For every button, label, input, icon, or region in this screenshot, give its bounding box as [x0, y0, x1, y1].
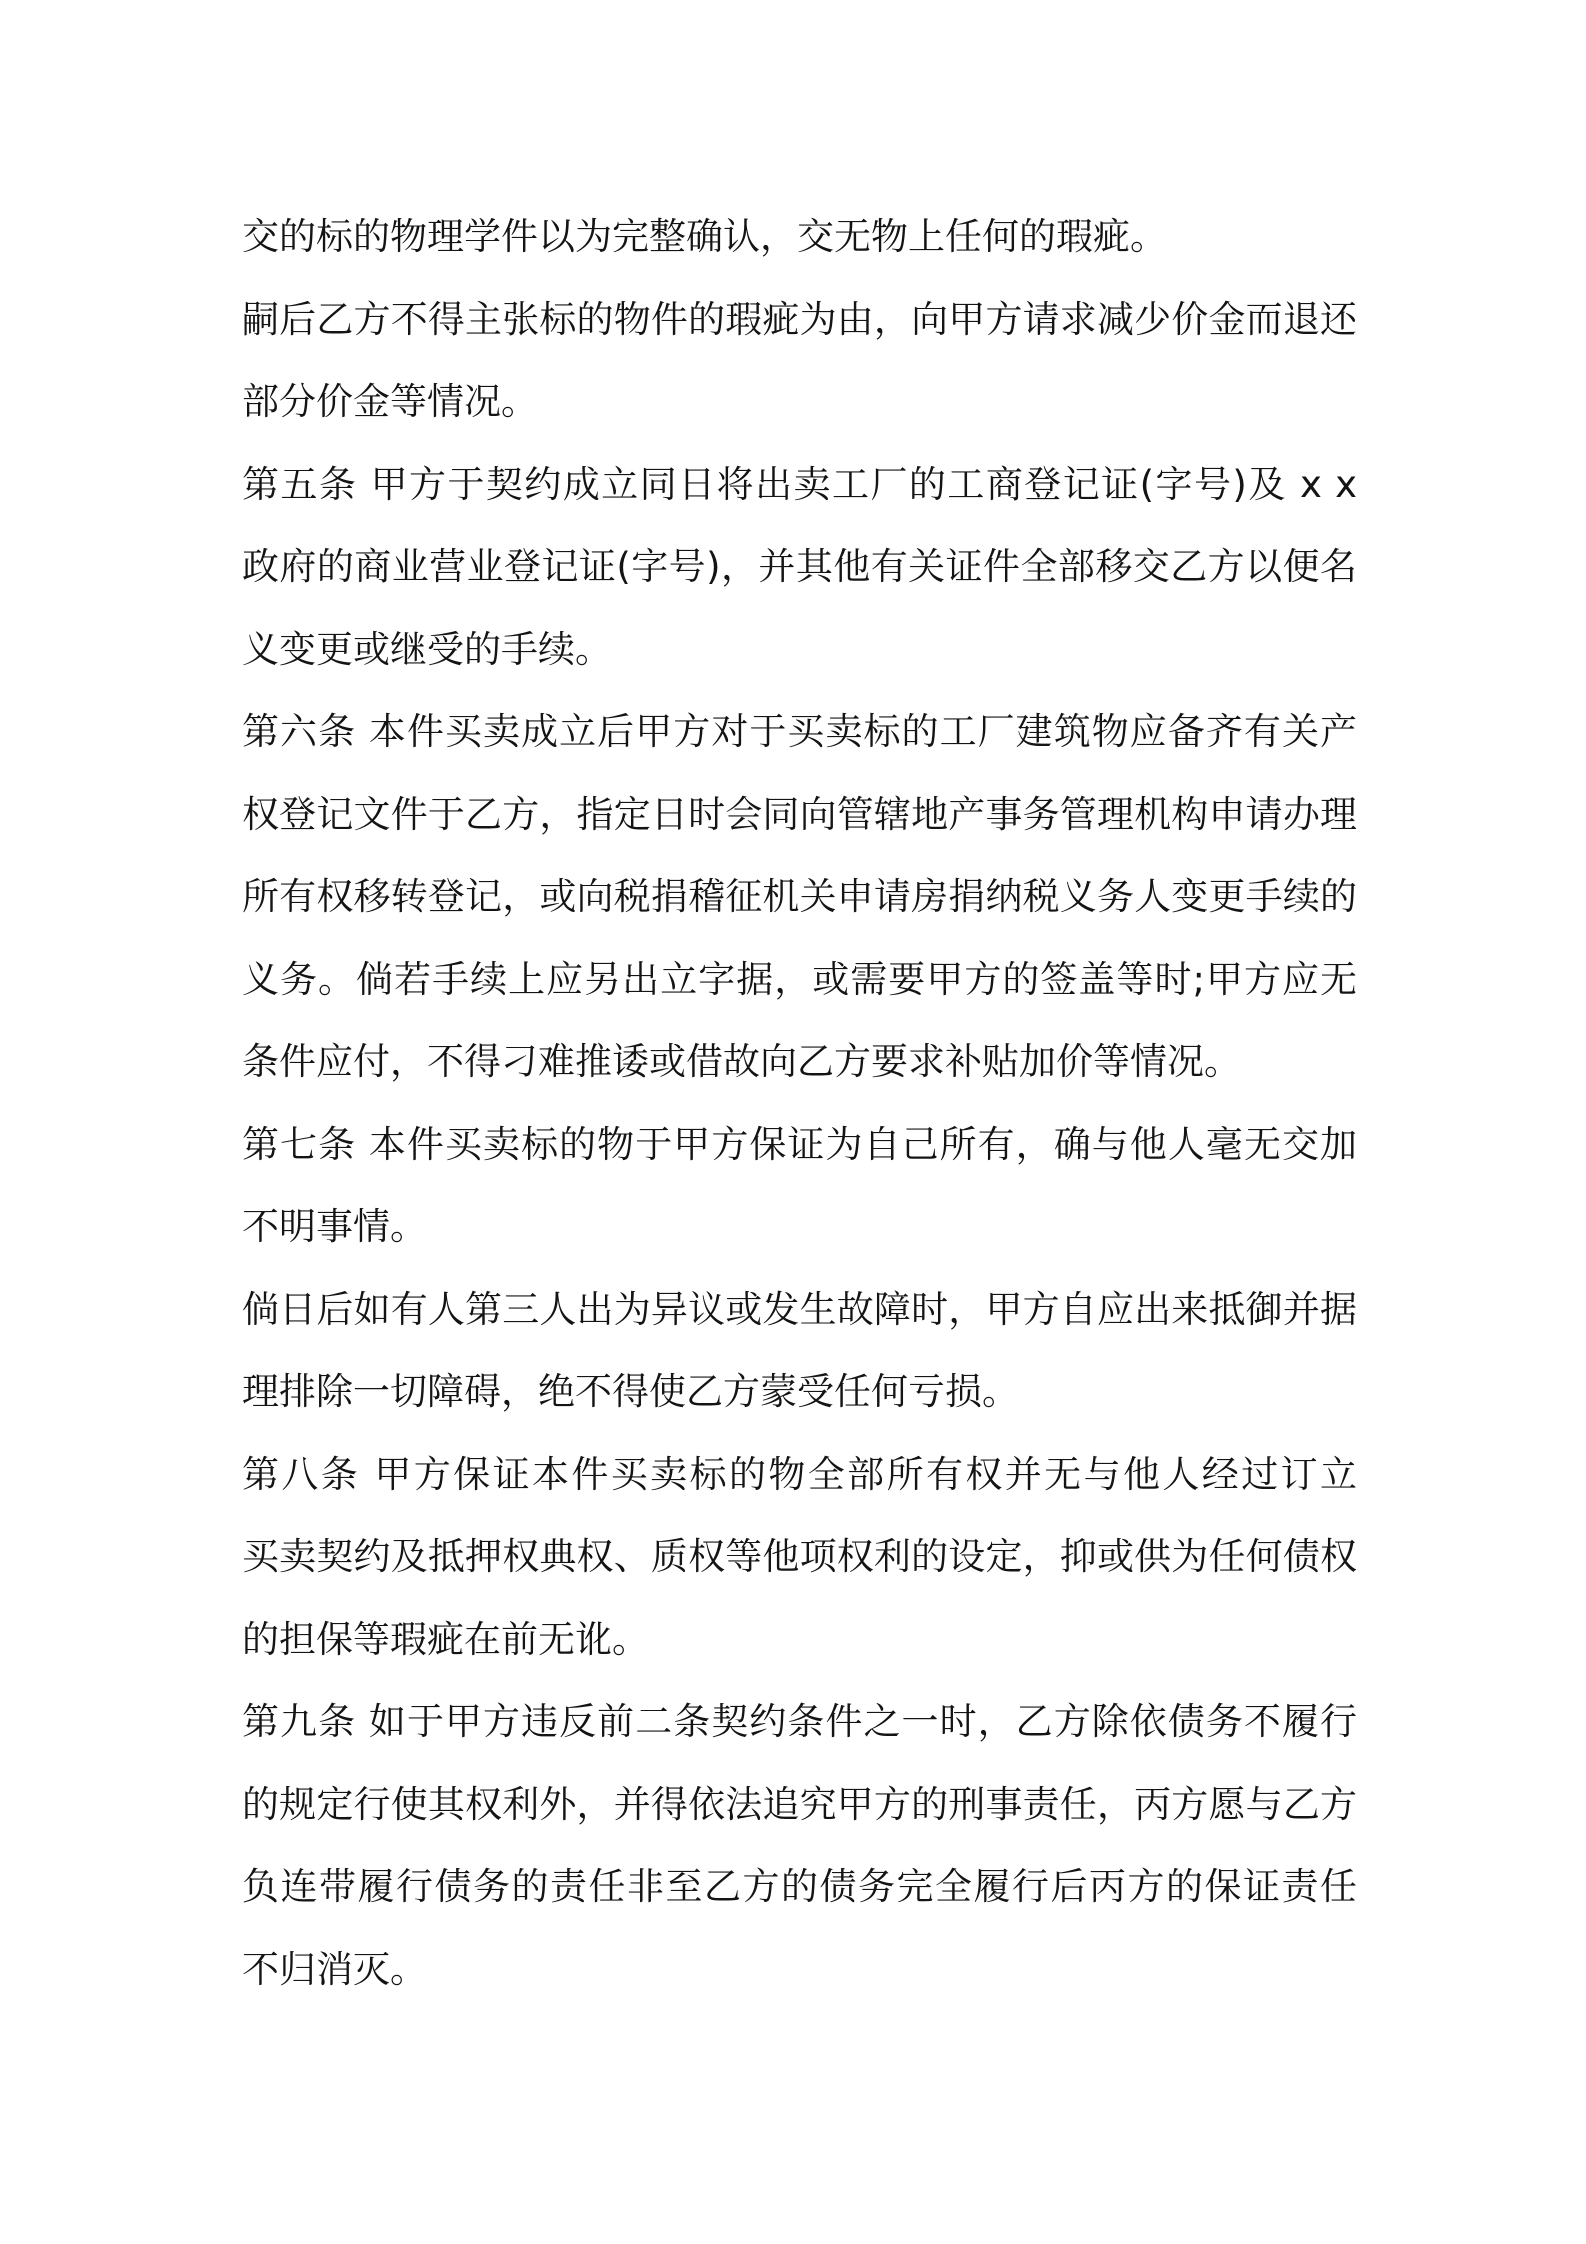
- text-line: 的担保等瑕疵在前无讹。: [242, 1617, 649, 1661]
- text-line: 负连带履行债务的责任非至乙方的债务完全履行后丙方的保证责任: [242, 1865, 1357, 1908]
- text-line: 买卖契约及抵押权典权、质权等他项权利的设定，抑或供为任何债权: [242, 1535, 1357, 1578]
- article-5-heading-line: 第五条 甲方于契约成立同日将出卖工厂的工商登记证(字号)及 x x: [242, 462, 1357, 506]
- text-line: 不明事情。: [242, 1205, 427, 1248]
- contract-text-body: [242, 196, 1357, 2011]
- text-line: 权登记文件于乙方，指定日时会同向管辖地产事务管理机构申请办理: [242, 792, 1357, 836]
- article-8-heading-line: 第八条 甲方保证本件买卖标的物全部所有权并无与他人经过订立: [242, 1452, 1357, 1496]
- text-line: 政府的商业营业登记证(字号)，并其他有关证件全部移交乙方以便名: [242, 545, 1357, 588]
- text-line: 义变更或继受的手续。: [242, 627, 612, 671]
- text-line: 不归消灭。: [242, 1947, 427, 1991]
- text-line: 嗣后乙方不得主张标的物件的瑕疵为由，向甲方请求减少价金而退还: [242, 297, 1357, 341]
- article-9-heading-line: 第九条 如于甲方违反前二条契约条件之一时，乙方除依债务不履行: [242, 1700, 1357, 1743]
- text-line: 部分价金等情况。: [242, 380, 538, 423]
- text-line: 的规定行使其权利外，并得依法追究甲方的刑事责任，丙方愿与乙方: [242, 1782, 1357, 1826]
- text-line: 交的标的物理学件以为完整确认，交无物上任何的瑕疵。: [242, 215, 1167, 258]
- text-line: 条件应付，不得刁难推诿或借故向乙方要求补贴加价等情况。: [242, 1040, 1241, 1083]
- text-line: 所有权移转登记，或向税捐稽征机关申请房捐纳税义务人变更手续的: [242, 875, 1357, 918]
- text-line: 理排除一切障碍，绝不得使乙方蒙受任何亏损。: [242, 1370, 1019, 1413]
- article-7-heading-line: 第七条 本件买卖标的物于甲方保证为自己所有，确与他人毫无交加: [242, 1122, 1357, 1166]
- text-line: 倘日后如有人第三人出为异议或发生故障时，甲方自应出来抵御并据: [242, 1287, 1357, 1331]
- article-6-heading-line: 第六条 本件买卖成立后甲方对于买卖标的工厂建筑物应备齐有关产: [242, 710, 1357, 753]
- text-line: 义务。倘若手续上应另出立字据，或需要甲方的签盖等时;甲方应无: [242, 957, 1357, 1001]
